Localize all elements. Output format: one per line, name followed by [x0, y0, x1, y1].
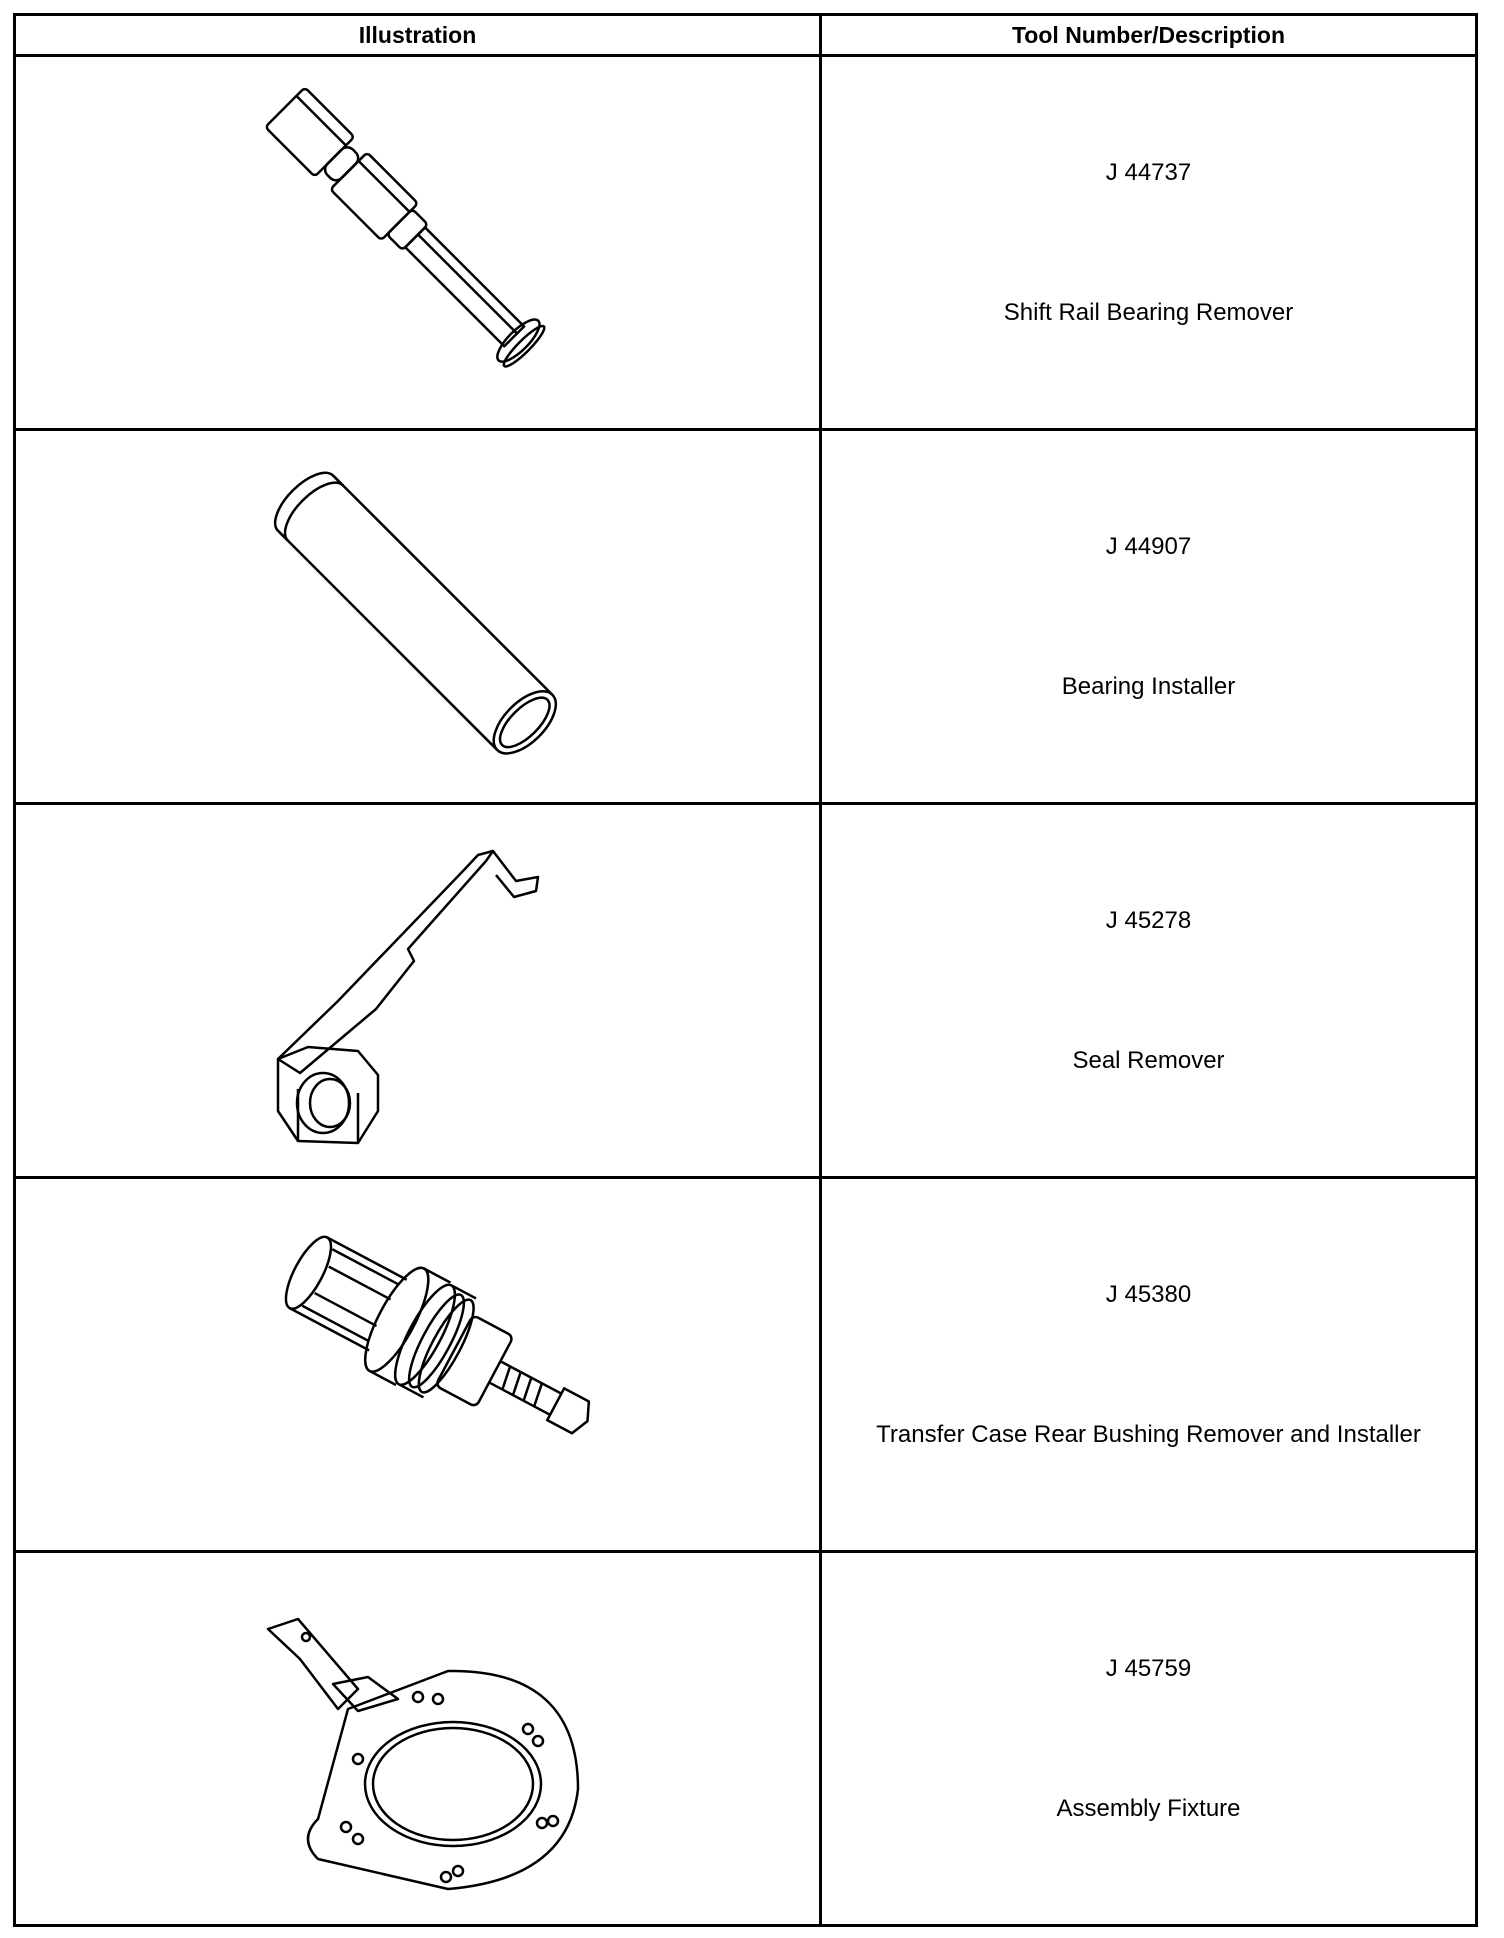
- table-row: [15, 430, 1477, 804]
- header-row: [15, 15, 1477, 56]
- tool-cell: [821, 430, 1477, 804]
- tool-number: J 44907: [1105, 532, 1192, 560]
- tool-description: Bearing Installer: [1061, 672, 1236, 700]
- tool-number: J 45380: [1105, 1280, 1192, 1308]
- table-row: [15, 56, 1477, 430]
- seal-remover-icon: [238, 811, 598, 1171]
- tool-description: Assembly Fixture: [1056, 1794, 1241, 1822]
- tool-number: J 45759: [1105, 1654, 1192, 1682]
- shift-rail-bearing-remover-icon: [238, 63, 598, 423]
- tool-cell: [821, 1178, 1477, 1552]
- illustration-cell: [15, 804, 821, 1178]
- bushing-remover-installer-icon: [238, 1185, 598, 1545]
- tool-description: Seal Remover: [1072, 1046, 1225, 1074]
- tool-description: Shift Rail Bearing Remover: [1003, 298, 1294, 326]
- illustration-cell: [15, 56, 821, 430]
- tool-cell: [821, 56, 1477, 430]
- tool-cell: [821, 804, 1477, 1178]
- table-row: [15, 1178, 1477, 1552]
- illustration-cell: [15, 1178, 821, 1552]
- tool-description: Transfer Case Rear Bushing Remover and Installer: [876, 1420, 1421, 1448]
- tool-cell: [821, 1552, 1477, 1926]
- assembly-fixture-icon: [238, 1559, 598, 1919]
- tool-description-header: Tool Number/Description: [821, 15, 1477, 56]
- illustration-cell: [15, 1552, 821, 1926]
- table-row: [15, 804, 1477, 1178]
- table-row: [15, 1552, 1477, 1926]
- special-tools-table: [13, 13, 1478, 1927]
- bearing-installer-icon: [238, 437, 598, 797]
- illustration-cell: [15, 430, 821, 804]
- tool-number: J 45278: [1105, 906, 1192, 934]
- tool-number: J 44737: [1105, 158, 1192, 186]
- illustration-header: Illustration: [15, 15, 821, 56]
